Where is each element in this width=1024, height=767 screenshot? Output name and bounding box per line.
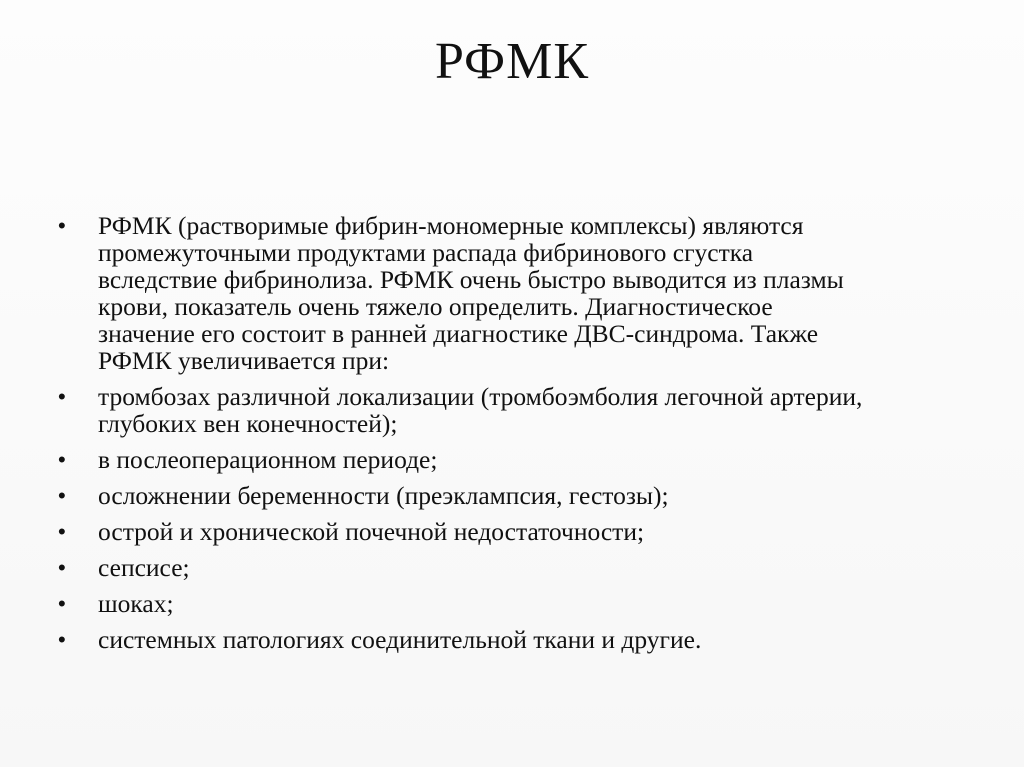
bullet-item xyxy=(58,518,958,545)
bullet-item xyxy=(58,590,958,617)
bullet-dot-icon: • xyxy=(58,447,66,472)
bullet-line: осложнении беременности (преэклампсия, гестозы); xyxy=(98,481,669,510)
bullet-item xyxy=(58,482,958,509)
bullet-line: вследствие фибринолиза. РФМК очень быстро выводится из плазмы xyxy=(98,265,844,294)
bullet-line: РФМК (растворимые фибрин-мономерные комплексы) являются xyxy=(98,211,804,240)
bullet-line: РФМК увеличивается при: xyxy=(98,346,390,375)
bullet-line: крови, показатель очень тяжело определить. Диагностическое xyxy=(98,292,773,321)
bullet-list xyxy=(58,212,958,662)
bullet-dot-icon: • xyxy=(58,555,66,580)
bullet-item xyxy=(58,446,958,473)
slide-title: РФМК xyxy=(434,33,590,90)
bullet-dot-icon: • xyxy=(58,627,66,652)
bullet-line: острой и хронической почечной недостаточности; xyxy=(98,517,645,546)
bullet-line: в послеоперационном периоде; xyxy=(98,445,438,474)
bullet-dot-icon: • xyxy=(58,519,66,544)
bullet-item xyxy=(58,554,958,581)
bullet-line: промежуточными продуктами распада фибринового сгустка xyxy=(98,238,754,267)
bullet-line: значение его состоит в ранней диагностике ДВС-синдрома. Также xyxy=(98,319,819,348)
bullet-line: сепсисе; xyxy=(98,553,190,582)
bullet-item xyxy=(58,212,958,374)
bullet-dot-icon: • xyxy=(58,213,66,238)
bullet-dot-icon: • xyxy=(58,591,66,616)
bullet-line: глубоких вен конечностей); xyxy=(98,409,398,438)
bullet-line: шоках; xyxy=(98,589,174,618)
bullet-dot-icon: • xyxy=(58,384,66,409)
bullet-line: системных патологиях соединительной ткани и другие. xyxy=(98,625,702,654)
bullet-item xyxy=(58,626,958,653)
bullet-dot-icon: • xyxy=(58,483,66,508)
bullet-line: тромбозах различной локализации (тромбоэмболия легочной артерии, xyxy=(98,382,863,411)
bullet-item xyxy=(58,383,958,437)
